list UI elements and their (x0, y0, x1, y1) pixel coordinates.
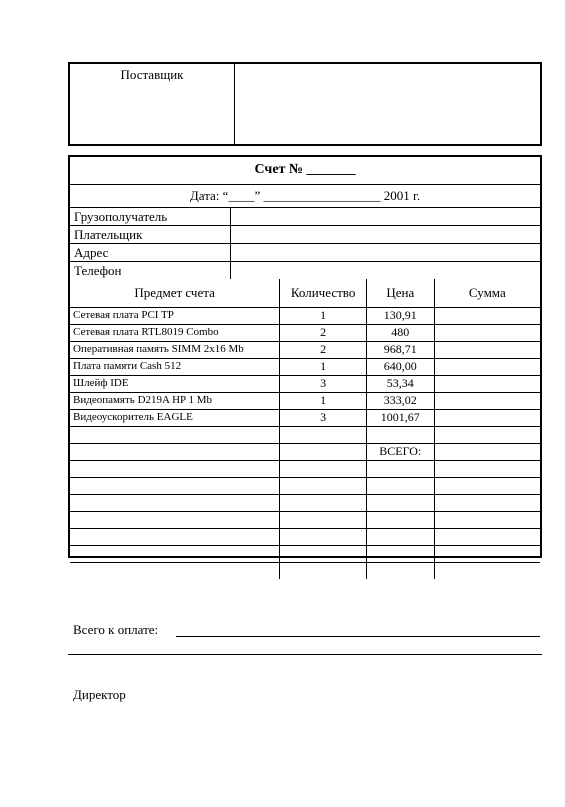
item-price (366, 494, 434, 511)
field-row-consignee (70, 208, 540, 226)
table-header-row (70, 279, 540, 307)
table-row (70, 307, 540, 324)
item-sum (434, 562, 540, 579)
item-price: 333,02 (366, 392, 434, 409)
item-quantity: 1 (280, 358, 367, 375)
items-table (70, 279, 540, 579)
item-quantity: 1 (280, 392, 367, 409)
table-row (70, 477, 540, 494)
item-price: 480 (366, 324, 434, 341)
separator-line (68, 654, 542, 655)
item-sum (434, 477, 540, 494)
item-price: 968,71 (366, 341, 434, 358)
item-sum (434, 375, 540, 392)
field-value-address[interactable] (230, 244, 231, 261)
invoice-form (68, 155, 542, 558)
item-name: Видеопамять D219A HP 1 Mb (70, 392, 280, 409)
item-price (366, 562, 434, 579)
item-quantity (280, 460, 367, 477)
item-name (70, 511, 280, 528)
item-price: 130,91 (366, 307, 434, 324)
item-name (70, 460, 280, 477)
item-name (70, 443, 280, 460)
table-row (70, 375, 540, 392)
item-sum (434, 511, 540, 528)
supplier-label: Поставщик (70, 64, 235, 144)
item-quantity (280, 528, 367, 545)
item-name: Сетевая плата PCI TP (70, 307, 280, 324)
item-quantity: 3 (280, 375, 367, 392)
item-price (366, 528, 434, 545)
item-quantity (280, 494, 367, 511)
item-quantity (280, 511, 367, 528)
table-row (70, 358, 540, 375)
item-price (366, 545, 434, 562)
item-name (70, 528, 280, 545)
column-header-sum: Сумма (434, 279, 540, 307)
item-sum (434, 460, 540, 477)
item-name: Видеоускоритель EAGLE (70, 409, 280, 426)
item-sum (434, 358, 540, 375)
item-name (70, 562, 280, 579)
director-label: Директор (73, 687, 126, 702)
total-payable-label: Всего к оплате: (73, 622, 159, 637)
table-row (70, 341, 540, 358)
item-price (366, 477, 434, 494)
item-quantity (280, 545, 367, 562)
table-row (70, 494, 540, 511)
field-label-address: Адрес (74, 245, 109, 260)
item-price: 53,34 (366, 375, 434, 392)
item-name: Сетевая плата RTL8019 Combo (70, 324, 280, 341)
item-sum (434, 545, 540, 562)
total-sum (434, 443, 540, 460)
table-row (70, 562, 540, 579)
table-row (70, 426, 540, 443)
table-row (70, 409, 540, 426)
table-row (70, 460, 540, 477)
item-quantity: 1 (280, 307, 367, 324)
item-sum (434, 392, 540, 409)
item-sum (434, 324, 540, 341)
item-name: Оперативная память SIMM 2x16 Mb (70, 341, 280, 358)
table-row (70, 324, 540, 341)
item-quantity (280, 443, 367, 460)
total-label: ВСЕГО: (366, 443, 434, 460)
item-sum (434, 409, 540, 426)
item-name (70, 494, 280, 511)
item-sum (434, 494, 540, 511)
item-price (366, 426, 434, 443)
total-payable-line[interactable] (176, 636, 540, 637)
field-label-phone: Телефон (74, 263, 122, 278)
invoice-date: Дата: “____” __________________ 2001 г. (70, 185, 540, 208)
item-price (366, 460, 434, 477)
column-header-price: Цена (366, 279, 434, 307)
field-row-address (70, 244, 540, 262)
item-sum (434, 307, 540, 324)
item-sum (434, 528, 540, 545)
field-value-phone[interactable] (230, 262, 231, 279)
item-quantity (280, 477, 367, 494)
item-sum (434, 426, 540, 443)
item-price: 640,00 (366, 358, 434, 375)
column-header-quantity: Количество (280, 279, 367, 307)
field-row-phone (70, 262, 540, 279)
field-label-consignee: Грузополучатель (74, 209, 168, 224)
item-name: Шлейф IDE (70, 375, 280, 392)
item-quantity: 2 (280, 341, 367, 358)
table-row (70, 511, 540, 528)
table-row (70, 528, 540, 545)
item-name (70, 545, 280, 562)
item-sum (434, 341, 540, 358)
item-quantity: 3 (280, 409, 367, 426)
item-quantity (280, 562, 367, 579)
field-label-payer: Плательщик (74, 227, 143, 242)
supplier-box (68, 62, 542, 146)
item-quantity (280, 426, 367, 443)
table-row-total (70, 443, 540, 460)
item-name (70, 477, 280, 494)
column-header-item: Предмет счета (70, 279, 280, 307)
item-quantity: 2 (280, 324, 367, 341)
field-value-payer[interactable] (230, 226, 231, 243)
table-row (70, 545, 540, 562)
item-name: Плата памяти Cash 512 (70, 358, 280, 375)
item-price (366, 511, 434, 528)
item-price: 1001,67 (366, 409, 434, 426)
table-row (70, 392, 540, 409)
invoice-title: Счет № _______ (70, 157, 540, 185)
item-name (70, 426, 280, 443)
field-value-consignee[interactable] (230, 208, 231, 225)
field-row-payer (70, 226, 540, 244)
